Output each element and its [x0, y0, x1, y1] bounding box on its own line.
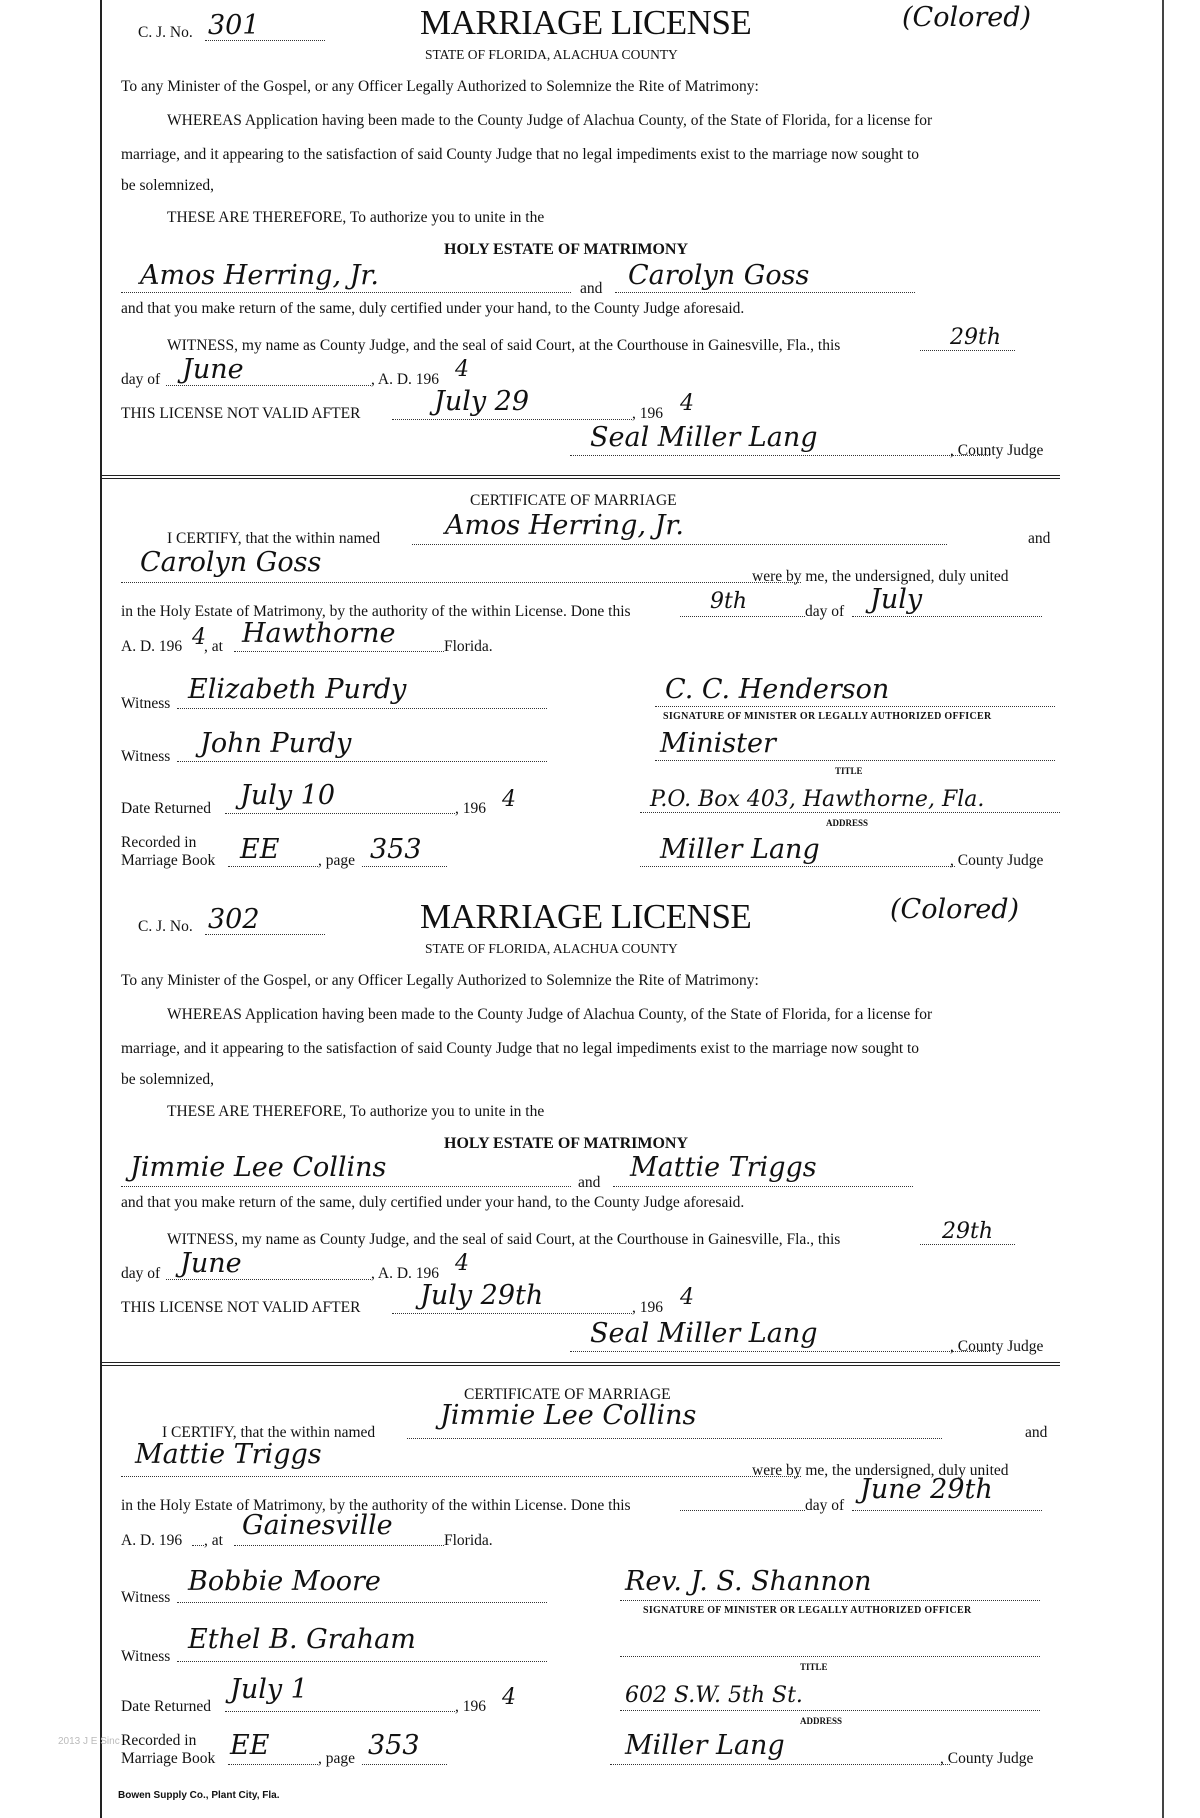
officer-title: Minister	[660, 728, 776, 759]
holy-estate-line: in the Holy Estate of Matrimony, by the authority of the within License. Done this	[121, 603, 631, 620]
cj-number: 302	[208, 904, 260, 935]
ad-year: 4	[455, 1251, 469, 1276]
license-subtitle: STATE OF FLORIDA, ALACHUA COUNTY	[425, 941, 678, 956]
whereas-line-3: be solemnized,	[121, 177, 214, 194]
date-returned: July 10	[240, 780, 336, 811]
marriage-book-label: Marriage Book	[121, 852, 216, 869]
were-by-me-label: were by me, the undersigned, duly united	[752, 1462, 1009, 1479]
cert-bride-name: Carolyn Goss	[140, 547, 322, 578]
florida-label: Florida.	[444, 638, 493, 655]
done-month: July	[870, 584, 923, 615]
bride-name: Carolyn Goss	[628, 260, 810, 291]
marriage-book: EE	[230, 1730, 270, 1761]
license-title: MARRIAGE LICENSE	[420, 897, 752, 936]
cert-groom-name: Jimmie Lee Collins	[440, 1400, 697, 1431]
witness-2-label: Witness	[121, 1648, 171, 1665]
return-line: and that you make return of the same, duly certified under your hand, to the County Judge aforesaid.	[121, 1194, 745, 1211]
whereas-line-1: WHEREAS Application having been made to the County Judge of Alachua County, of the State of Florida, for a license for	[167, 112, 933, 129]
witness-month: June	[182, 354, 244, 385]
witness-1-signature: Bobbie Moore	[188, 1566, 381, 1597]
returned-year: 4	[502, 787, 516, 812]
page-label: , page	[318, 1750, 356, 1767]
done-month: June 29th	[860, 1474, 993, 1505]
whereas-line-1: WHEREAS Application having been made to the County Judge of Alachua County, of the State of Florida, for a license for	[167, 1006, 933, 1023]
not-valid-label: THIS LICENSE NOT VALID AFTER	[121, 405, 361, 422]
witness-2-label: Witness	[121, 748, 171, 765]
certify-label: I CERTIFY, that the within named	[167, 530, 381, 547]
witness-month: June	[180, 1248, 242, 1279]
day-of-label: day of	[121, 371, 161, 388]
witness-line: WITNESS, my name as County Judge, and the seal of said Court, at the Courthouse in Gainesville, Fla., this	[167, 1231, 841, 1248]
county-judge-label-2: , County Judge	[950, 852, 1044, 869]
ad-label: , A. D. 196	[371, 371, 440, 388]
date-returned-label: Date Returned	[121, 1698, 211, 1715]
return-line: and that you make return of the same, duly certified under your hand, to the County Judge aforesaid.	[121, 300, 745, 317]
cert-and-label: and	[1025, 1424, 1048, 1441]
returned-year-label: , 196	[455, 800, 486, 817]
colored-annotation: (Colored)	[902, 2, 1032, 33]
recorded-in-label: Recorded in	[121, 1732, 197, 1749]
holy-estate-heading: HOLY ESTATE OF MATRIMONY	[444, 241, 689, 258]
and-label: and	[580, 280, 603, 297]
certificate-title: CERTIFICATE OF MARRIAGE	[464, 1386, 671, 1403]
whereas-line-3: be solemnized,	[121, 1071, 214, 1088]
day-of-label-2: day of	[805, 1497, 845, 1514]
valid-after-date: July 29th	[420, 1280, 544, 1311]
valid-year: 4	[680, 1285, 694, 1310]
witness-2-signature: Ethel B. Graham	[188, 1624, 416, 1655]
ad-label-2: A. D. 196	[121, 1532, 183, 1549]
done-day: 9th	[710, 589, 748, 614]
date-returned: July 1	[230, 1674, 308, 1705]
address-label: ADDRESS	[826, 818, 869, 828]
officer-address: 602 S.W. 5th St.	[625, 1683, 803, 1708]
not-valid-label: THIS LICENSE NOT VALID AFTER	[121, 1299, 361, 1316]
county-judge-label-2: , County Judge	[940, 1750, 1034, 1767]
judge-signature: Seal Miller Lang	[590, 1318, 818, 1349]
certify-label: I CERTIFY, that the within named	[162, 1424, 376, 1441]
judge-signature: Seal Miller Lang	[590, 422, 818, 453]
at-label: , at	[204, 1532, 223, 1549]
witness-day: 29th	[950, 325, 1002, 350]
returned-year-label: , 196	[455, 1698, 486, 1715]
address-line: To any Minister of the Gospel, or any Officer Legally Authorized to Solemnize the Rite of Matrimony:	[121, 972, 759, 989]
returned-year: 4	[502, 1685, 516, 1710]
license-302	[100, 896, 1060, 1794]
recorded-in-label: Recorded in	[121, 834, 197, 851]
cj-number: 301	[208, 10, 260, 41]
officer-address: P.O. Box 403, Hawthorne, Fla.	[650, 787, 985, 812]
witness-1-label: Witness	[121, 695, 171, 712]
cert-bride-name: Mattie Triggs	[135, 1439, 322, 1470]
officer-signature-label: SIGNATURE OF MINISTER OR LEGALLY AUTHORIZED OFFICER	[643, 1605, 972, 1616]
marriage-place: Hawthorne	[242, 618, 396, 649]
witness-1-label: Witness	[121, 1589, 171, 1606]
county-judge-label: , County Judge	[950, 442, 1044, 459]
witness-line: WITNESS, my name as County Judge, and the seal of said Court, at the Courthouse in Gainesville, Fla., this	[167, 337, 841, 354]
cj-label: C. J. No.	[138, 24, 193, 41]
valid-year-label: , 196	[632, 405, 663, 422]
officer-signature: C. C. Henderson	[665, 674, 890, 705]
certificate-title: CERTIFICATE OF MARRIAGE	[470, 492, 677, 509]
title-label: TITLE	[800, 1662, 828, 1672]
license-301	[100, 0, 1060, 898]
section-divider	[100, 475, 1060, 479]
ad-year: 4	[455, 357, 469, 382]
title-label: TITLE	[835, 766, 863, 776]
license-subtitle: STATE OF FLORIDA, ALACHUA COUNTY	[425, 47, 678, 62]
valid-year: 4	[680, 391, 694, 416]
at-label: , at	[204, 638, 223, 655]
address-label: ADDRESS	[800, 1716, 843, 1726]
license-title: MARRIAGE LICENSE	[420, 3, 752, 42]
marriage-book: EE	[240, 834, 280, 865]
day-of-label-2: day of	[805, 603, 845, 620]
page-number: 353	[370, 834, 422, 865]
marriage-book-label: Marriage Book	[121, 1750, 216, 1767]
groom-name: Jimmie Lee Collins	[130, 1152, 387, 1183]
date-returned-label: Date Returned	[121, 800, 211, 817]
county-judge-label: , County Judge	[950, 1338, 1044, 1355]
and-label: and	[578, 1174, 601, 1191]
right-border-line	[1162, 0, 1164, 1818]
holy-estate-heading: HOLY ESTATE OF MATRIMONY	[444, 1135, 689, 1152]
valid-year-label: , 196	[632, 1299, 663, 1316]
valid-after-date: July 29	[434, 386, 530, 417]
were-by-me-label: were by me, the undersigned, duly united	[752, 568, 1009, 585]
whereas-line-2: marriage, and it appearing to the satisfaction of said County Judge that no legal impediments exist to the marriage now sought to	[121, 1040, 920, 1057]
florida-label: Florida.	[444, 1532, 493, 1549]
colored-annotation: (Colored)	[890, 894, 1020, 925]
address-line: To any Minister of the Gospel, or any Officer Legally Authorized to Solemnize the Rite of Matrimony:	[121, 78, 759, 95]
witness-1-signature: Elizabeth Purdy	[188, 674, 407, 705]
holy-estate-line: in the Holy Estate of Matrimony, by the authority of the within License. Done this	[121, 1497, 631, 1514]
witness-2-signature: John Purdy	[200, 728, 352, 759]
marriage-place: Gainesville	[242, 1510, 393, 1541]
therefore-line: THESE ARE THEREFORE, To authorize you to unite in the	[167, 1103, 545, 1120]
officer-signature: Rev. J. S. Shannon	[625, 1566, 872, 1597]
recorder-signature: Miller Lang	[660, 834, 820, 865]
ad-label-2: A. D. 196	[121, 638, 183, 655]
page-number: 353	[368, 1730, 420, 1761]
day-of-label: day of	[121, 1265, 161, 1282]
recorder-signature: Miller Lang	[625, 1730, 785, 1761]
page-label: , page	[318, 852, 356, 869]
ad-label: , A. D. 196	[371, 1265, 440, 1282]
section-divider	[100, 1362, 1060, 1366]
witness-day: 29th	[942, 1219, 994, 1244]
officer-signature-label: SIGNATURE OF MINISTER OR LEGALLY AUTHORIZED OFFICER	[663, 711, 992, 722]
watermark: 2013 J E Sinc	[58, 1736, 120, 1747]
groom-name: Amos Herring, Jr.	[140, 260, 379, 291]
cert-groom-name: Amos Herring, Jr.	[445, 510, 684, 541]
therefore-line: THESE ARE THEREFORE, To authorize you to unite in the	[167, 209, 545, 226]
cert-year: 4	[192, 625, 206, 650]
cj-label: C. J. No.	[138, 918, 193, 935]
bride-name: Mattie Triggs	[630, 1152, 817, 1183]
printer-footer: Bowen Supply Co., Plant City, Fla.	[118, 1790, 280, 1801]
whereas-line-2: marriage, and it appearing to the satisfaction of said County Judge that no legal impediments exist to the marriage now sought to	[121, 146, 920, 163]
cert-and-label: and	[1028, 530, 1051, 547]
